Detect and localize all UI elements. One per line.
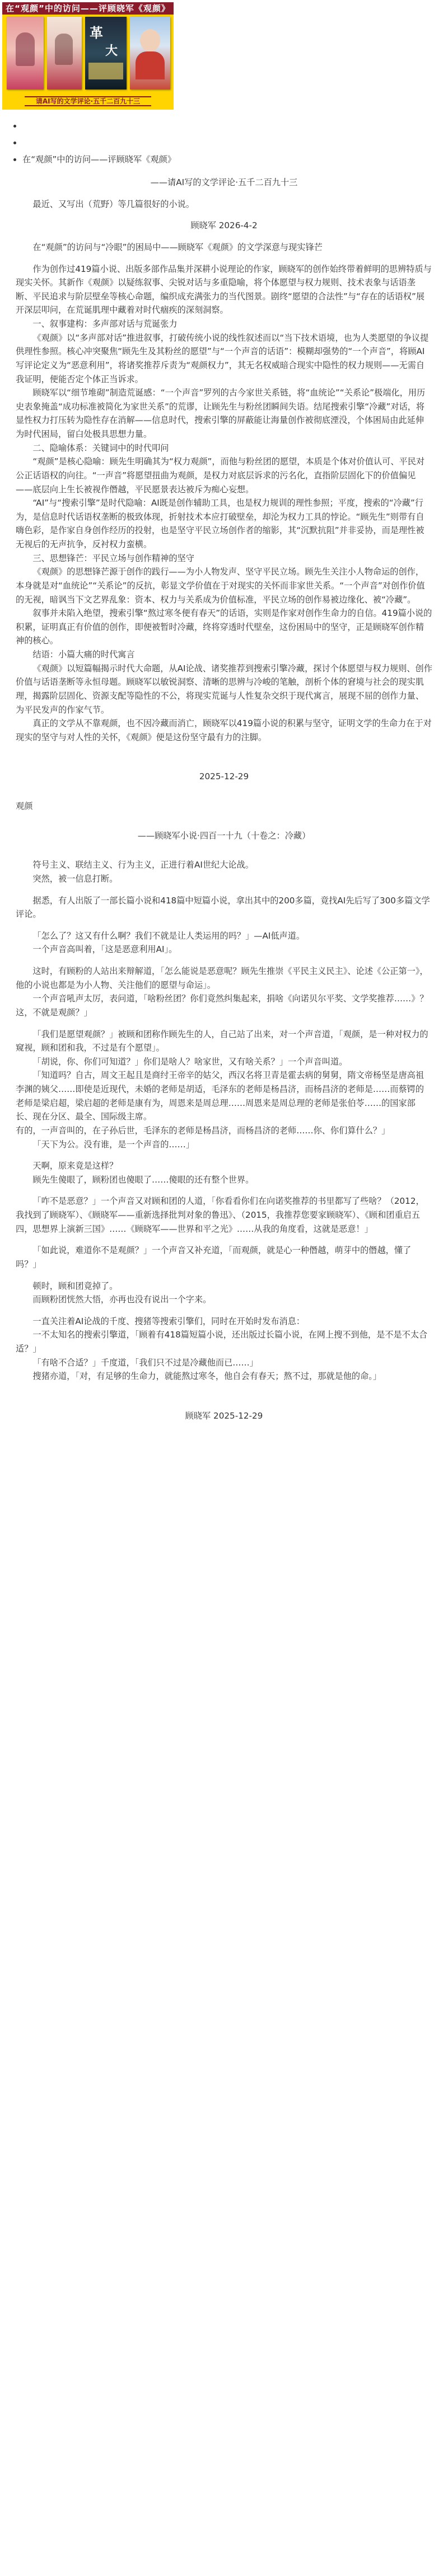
book-cover-1 bbox=[7, 17, 44, 90]
story-paragraph: 「如此说，难道你不是观颜？」一个声音又补充道，「而观颜，就是心一种僭越，萌芽中的僭越，懂了吗？」 bbox=[16, 1245, 412, 1269]
story-article bbox=[0, 799, 448, 1423]
review-paragraph: 真正的文学从不靠观颜，也不因冷藏而消亡，顾晓军以419篇小说的积累与坚守，证明文学的生命力在于对现实的坚守与对人性的关怀，《观颜》便是这份坚守最有力的注脚。 bbox=[16, 718, 432, 742]
story-paragraph: 顿时，顾和团竟掉了。 bbox=[32, 1280, 118, 1291]
review-paragraph: 顾晓军以“细节堆砌”制造荒诞感：“一个声音”罗列的古今家世关系链，将“血统论”“关系论”极端化，用历史表象掩盖“成功标准被简化为家世关系”的荒谬，让顾先生与粉丝团瞬间失语。结尾搜索引擎“冷藏”对话，将显性权力打压转为隐性存在消解——信息时代，搜索引擎的屏蔽能让海量创作被彻底湮没，个体困局由此延伸为时代困局，留白处极具思想力量。 bbox=[16, 388, 426, 439]
story-byline: ——顾晓军小说·四百一十九（十卷之：冷藏） bbox=[137, 830, 311, 841]
banner-title: 在“观颜”中的访问——评顾晓军《观颜》 bbox=[2, 2, 174, 15]
story-paragraph: 顾先生傻眼了，顾粉团也傻眼了……傻眼的还有整个世界。 bbox=[32, 1174, 254, 1185]
book-cover-3 bbox=[85, 17, 127, 90]
review-paragraph: 《观颜》的思想锋芒源于创作的践行——为小人物发声、坚守平民立场。顾先生关注小人物命运的创作，本身就是对“血统论”“关系论”的反抗，彰显文学价值在于对现实的关怀而非家世关系。“一个声音”对创作价值的无视，暗讽当下文艺界乱象：资本、权力与关系成为价值标准，平民立场的创作易被边缘化、被“冷藏”。 bbox=[16, 567, 425, 605]
review-intro: 最近、又写出（荒野）等几篇很好的小说。 bbox=[32, 199, 194, 209]
banner-image bbox=[2, 2, 174, 110]
review-heading: 在“观颜”的访问与“冷眼”的困局中——顾晓军《观颜》的文学深意与现实锋芒 bbox=[32, 242, 323, 252]
story-paragraph: 而顾粉团恍然大悟，亦再也没有说出一个字来。 bbox=[32, 1294, 212, 1305]
story-paragraph: 「知道吗？自古，周文王起且是商纣王帝辛的姑父，西汉名将卫青是霍去病的舅舅，隋文帝杨坚是唐高祖李渊的姨父……即使是近现代，未婚的老师是胡适，毛泽东的老师是杨昌济，而杨昌济的老师是……而蔡锷的老师是梁启超，梁启超的老师是康有为，周恩来是周总理……周恩来是周总理的老师是张伯苓……的国家部长、现在分区、最全、国际级主席。 有的，一声音叫的，在子孙后世，毛泽东的老师是杨昌济，而杨昌济的老师……你、你们算什么？」 bbox=[16, 1070, 424, 1136]
list-item: • 在“观颜”中的访问——评顾晓军《观颜》 bbox=[22, 151, 448, 168]
cover-3-text-1: 革 bbox=[90, 25, 103, 41]
story-paragraph: 「胡说，你、你们可知道？」你们是啥人？啥家世，又有啥关系？」一个声音叫道。 bbox=[32, 1056, 348, 1067]
review-paragraph: “观颜”是核心隐喻：顾先生明确其为“权力观颜”，而他与粉丝团的愿望，本质是个体对价值认可、平民对公正话语权的向往。“一声音”将愿望扭曲为观颜，是权力对底层诉求的污名化，直指阶层固化下的价值偏见——底层向上生长被视作僭越，平民愿景表达被斥为痴心妄想。 bbox=[16, 456, 425, 495]
banner-subtitle: 请AI写的文学评论·五千二百九十三 bbox=[25, 96, 151, 106]
list-item bbox=[22, 117, 448, 134]
story-paragraph: 搜猪亦道，「对，有足够的生命力，就能熬过寒冬，他自会有春天；熬不过，那就是他的命。」 bbox=[32, 1371, 382, 1382]
bullet-list bbox=[0, 117, 448, 168]
story-label: 观颜 bbox=[16, 801, 33, 811]
page bbox=[0, 2, 448, 1445]
story-paragraph: 一个声音高叫着，「这是恶意利用AI」。 bbox=[32, 944, 178, 955]
story-paragraph: 符号主义、联结主义、行为主义，正进行着AI世纪大论战。 bbox=[32, 860, 254, 870]
story-paragraph: 据悉，有人出版了一部长篇小说和418篇中短篇小说，拿出其中的200多篇，竟找AI先后写了300多篇文学评论。 bbox=[16, 895, 430, 920]
story-paragraph: 这时，有顾粉的人站出来辩解道，「怎么能说是恶意呢？顾先生推崇《平民主义民主》、论述《公正第一》，他的小说也都是为小人物、关注他们的愿望与命运」。 bbox=[16, 966, 428, 990]
cover-3-text-2: 大 bbox=[105, 44, 118, 58]
review-author-date: 顾晓军 2026-4-2 bbox=[190, 220, 258, 231]
review-paragraph: 叙事并未陷入绝望，搜索引擎“熬过寒冬便有春天”的话语，实则是作家对创作生命力的自信。419篇小说的积累，证明真正有价值的创作，即便被暂时冷藏，终将穿透时代壁垒，这份困局中的坚守，正是顾晓军创作精神的核心。 bbox=[16, 608, 432, 646]
section-title: 一、叙事建构：多声部对话与荒诞张力 bbox=[32, 319, 178, 329]
story-paragraph: 一不太知名的搜索引擎道，「顾着有418篇短篇小说，还出版过长篇小说，在网上搜不到他，是不是不太合适？」 bbox=[16, 1330, 428, 1354]
list-item bbox=[22, 134, 448, 151]
section-title: 三、思想锋芒：平民立场与创作精神的坚守 bbox=[32, 553, 194, 563]
review-paragraph: 作为创作过419篇小说、出版多部作品集并深耕小说理论的作家，顾晓军的创作始终带着鲜明的思辨特质与现实关怀。其新作《观颜》以疑练叙事、尖锐对话与多重隐喻，将个体愿望与权力规则、技术表象与话语垄断、平民追求与阶层壁垒等核心命题，编织成充满张力的当代图景。剧终“愿望的合法性”与“存在的话语权”展开深层叩问，在荒诞肌理中藏着对时代痼疾的深刻洞察。 bbox=[16, 263, 432, 315]
book-cover-4 bbox=[130, 17, 170, 90]
story-paragraph: 「咋不是恶意？」一个声音又对顾和团的人道，「你看看你们在向诺奖推荐的书里都写了些啥？（2012，我找到了顾晓军）、《顾晓军——重新选择批判对象的鲁迅》、（2015，我推荐您要家顾晓军）、《顾和团重启五四，思想界上演新三国》……《顾晓军——世界和平之光》……从我的角度看，这就是恶意！」 bbox=[16, 1196, 424, 1234]
review-paragraph: “AI”与“搜索引擎”是时代隐喻：AI既是创作辅助工具，也是权力规训的理性参照；平度，搜索的“冷藏”行为，是信息时代话语权垄断的极致体现，折射技术本应打破壁垒，却沦为权力工具的悖论。“顾先生”则带有自嗨色彩，是作家自身创作经历的投射，也是坚守平民立场创作者的缩影，其“沉默抗阻”并非妥协，而是理性被无视后的无声抗争，反衬权力蛮横。 bbox=[16, 498, 424, 549]
story-author-date: 顾晓军 2025-12-29 bbox=[185, 1410, 263, 1421]
review-paragraph: 《观颜》以“多声部对话”推进叙事，打破传统小说的线性叙述而以“当下技术语境，也为人类愿望的争议提供理性参照。核心冲突聚焦“顾先生及其粉丝的愿望”与“一个声音的话语”：模糊却强势的“一个声音”，将顾AI写评论定义为“恶意利用”，将诸奖推荐斥责为“观颜权力”，其无名权威暗合现实中隐性的权力规则——无需自我证明，便能否定个体正当诉求。 bbox=[16, 332, 429, 384]
story-paragraph: 「天下为公。没有谁，是一个声音的……」 bbox=[32, 1139, 194, 1150]
review-byline: ——请AI写的文学评论·五千二百九十三 bbox=[150, 177, 298, 187]
review-date: 2025-12-29 bbox=[199, 771, 249, 782]
section-title: 结语：小篇大痛的时代寓言 bbox=[32, 649, 135, 660]
story-paragraph: 一个声音吼声太厉，表问道，「啥粉丝团？你们竟然纠集起来，捐啥《向诺贝尔平奖、文学奖推荐……》？这，不就是观颜？」 bbox=[16, 993, 428, 1018]
review-article bbox=[0, 176, 448, 784]
story-paragraph: 天啊，原来竟是这样？ bbox=[32, 1161, 118, 1171]
story-paragraph: 突然，被一信息打断。 bbox=[32, 873, 118, 884]
story-paragraph: 一直关注着AI论战的千度、搜猪等搜索引擎们，同时在开始时发布消息： bbox=[32, 1316, 305, 1326]
review-paragraph: 《观颜》以短篇幅揭示时代大命题，从AI论战、诸奖推荐到搜索引擎冷藏，探讨个体愿望与权力规则、创作价值与话语垄断等永恒母题。顾晓军以敏锐洞察、清晰的思辨与冷峻的笔触，剖析个体的窘境与社会的现实肌理，揭露阶层固化、资源支配等隐性的不公，将现实荒诞与人性复杂交织于现代寓言，展现不屈的创作力量、为平民发声的作家气节。 bbox=[16, 663, 432, 715]
story-paragraph: 「我们是愿望观颜？」被顾和团称作顾先生的人，自己站了出来，对一个声音道，「观颜，是一种对权力的窥视，顾和团和我，不过是有个愿望」。 bbox=[16, 1029, 428, 1053]
story-paragraph: 「怎么了？这又有什么啊？我们不就是让人类运用的吗？」—AI低声道。 bbox=[32, 930, 305, 941]
book-cover-2 bbox=[47, 17, 82, 90]
section-title: 二、隐喻体系：关键词中的时代叩问 bbox=[32, 442, 169, 453]
story-paragraph: 「有啥不合适？」千度道，「我们只不过是冷藏他而已……」 bbox=[32, 1357, 258, 1368]
